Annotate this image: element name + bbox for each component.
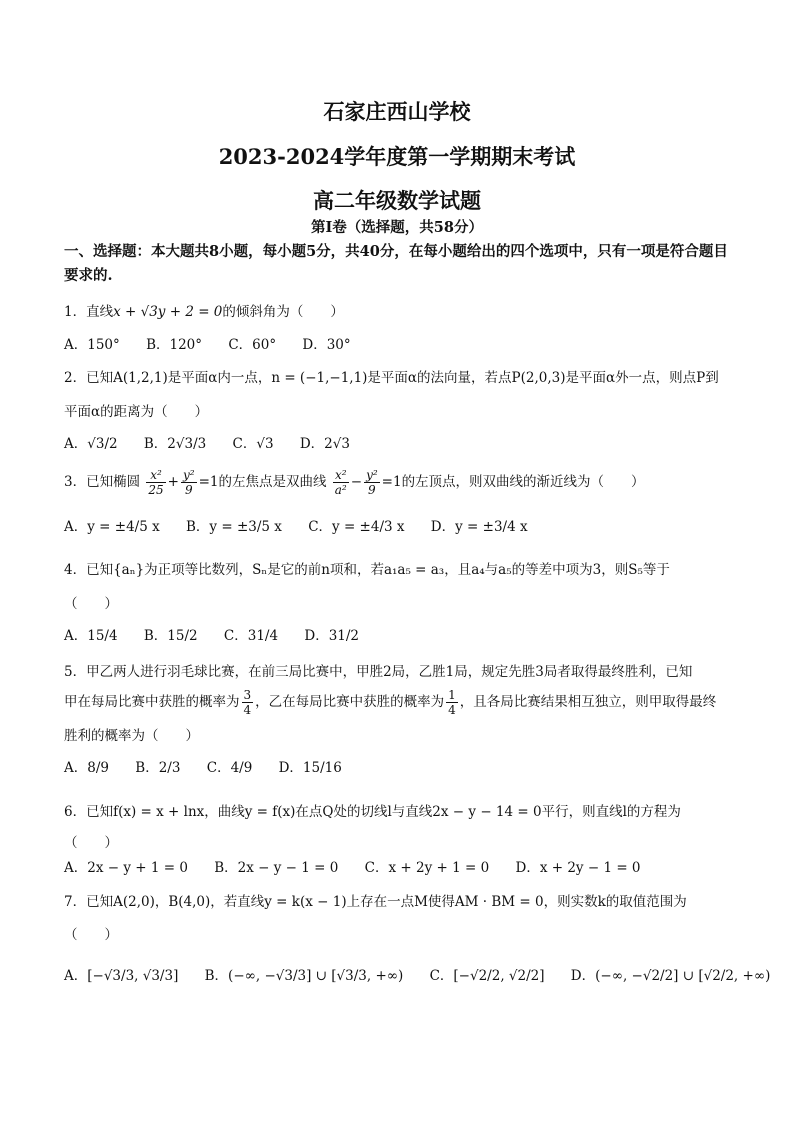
option-b: B．15/2 (143, 628, 198, 644)
fraction: $\frac{\text{x²}}{\text{a²}}$ (334, 468, 347, 497)
option-a: A．2x − y + 1 = 0 (64, 860, 188, 876)
option-a: A．y = ±4/5 x (64, 519, 160, 535)
option-a: A．15/4 (64, 628, 118, 644)
question-4: 4．已知{aₙ}为正项等比数列，Sₙ是它的前n项和，若a₁a₅ = a₃，且a₄与a₅的等差中项为3，则S₅等于 (64, 562, 670, 578)
option-b: B．y = ±3/5 x (186, 519, 282, 535)
option-a: A．8/9 (64, 760, 109, 776)
question-5-options (64, 756, 744, 776)
question-1-options (64, 333, 744, 353)
fraction: $\frac{1}{4}$ (448, 688, 456, 717)
question-5-line3: 胜利的概率为（ ） (64, 728, 199, 744)
option-d: D．30° (302, 337, 351, 353)
question-5-line2: 甲在每局比赛中获胜的概率为 $\frac{3}{4}$ ，乙在每局比赛中获胜的概率为 $\frac{1}{4}$ ，且各局比赛结果相互独立，则甲取得最终 (64, 688, 717, 717)
question-7-line2: （ ） (64, 927, 118, 943)
option-a: A．150° (64, 337, 120, 353)
option-b: B．(−∞, −√3/3] ∪ [√3/3, +∞) (204, 968, 404, 984)
question-2: 2．已知A(1,2,1)是平面α内一点，n = (−1,−1,1)是平面α的法向量，若点P(2,0,3)是平面α外一点，则点P到 (64, 370, 719, 386)
option-b: B．2x − y − 1 = 0 (214, 860, 339, 876)
question-1: 1．直线x + √3y + 2 = 0的倾斜角为（ ） (64, 304, 344, 320)
option-d: D．y = ±3/4 x (430, 519, 528, 535)
option-b: B．120° (146, 337, 203, 353)
subject-title: 高二年级数学试题 (313, 188, 481, 213)
question-3-options (64, 515, 744, 535)
question-5: 5．甲乙两人进行羽毛球比赛，在前三局比赛中，甲胜2局，乙胜1局，规定先胜3局者取得最终胜利，已知 (64, 664, 693, 680)
fraction: $\frac{\text{y²}}{9}$ (182, 468, 195, 497)
section-instruction: 一、选择题：本大题共8小题，每小题5分，共40分，在每小题给出的四个选项中，只有一项是符合题目要求的. (64, 243, 728, 284)
option-b: B．2√3/3 (143, 436, 207, 452)
option-a: A．√3/2 (64, 436, 118, 452)
question-2-line2: 平面α的距离为（ ） (64, 404, 209, 420)
option-d: D．15/16 (278, 760, 342, 776)
school-title: 石家庄西山学校 (323, 99, 471, 124)
option-c: C．31/4 (223, 628, 279, 644)
option-c: C．y = ±4/3 x (308, 519, 405, 535)
question-7-options (64, 964, 771, 984)
option-d: D．2√3 (299, 436, 350, 452)
option-c: C．4/9 (206, 760, 253, 776)
option-b: B．2/3 (135, 760, 181, 776)
question-3: 3．已知椭圆 $\frac{\text{x²}}{25}$ + $\frac{\text{y²}}{9}$ =1的左焦点是双曲线 $\frac{\text{x²}}{\text{a²}}$ − $\frac{\text{y²}}{9}$ =1的左顶点，则双曲线的渐近线为（ ） (64, 468, 645, 497)
option-d: D．31/2 (304, 628, 360, 644)
fraction: $\frac{3}{4}$ (243, 688, 252, 717)
fraction: $\frac{\text{x²}}{25}$ (148, 468, 164, 497)
question-4-line2: （ ） (64, 596, 118, 612)
part-title: 第Ⅰ卷（选择题，共58分） (311, 219, 483, 236)
question-4-options (64, 624, 744, 644)
option-c: C．√3 (232, 436, 274, 452)
question-6: 6．已知f(x) = x + lnx，曲线y = f(x)在点Q处的切线l与直线2x − y − 14 = 0平行，则直线l的方程为 (64, 804, 681, 820)
option-c: C．x + 2y + 1 = 0 (364, 860, 490, 876)
question-6-line2: （ ） (64, 835, 118, 851)
option-d: D．(−∞, −√2/2] ∪ [√2/2, +∞) (570, 968, 771, 984)
option-c: C．60° (228, 337, 277, 353)
question-6-options (64, 856, 744, 876)
option-a: A．[−√3/3, √3/3] (64, 968, 179, 984)
question-2-options (64, 432, 744, 452)
option-c: C．[−√2/2, √2/2] (429, 968, 545, 984)
question-7: 7．已知A(2,0)，B(4,0)，若直线y = k(x − 1)上存在一点M使得AM · BM = 0，则实数k的取值范围为 (64, 894, 687, 910)
exam-title: 2023-2024学年度第一学期期末考试 (218, 144, 576, 169)
fraction: $\frac{\text{y²}}{9}$ (366, 468, 378, 497)
option-d: D．x + 2y − 1 = 0 (515, 860, 641, 876)
